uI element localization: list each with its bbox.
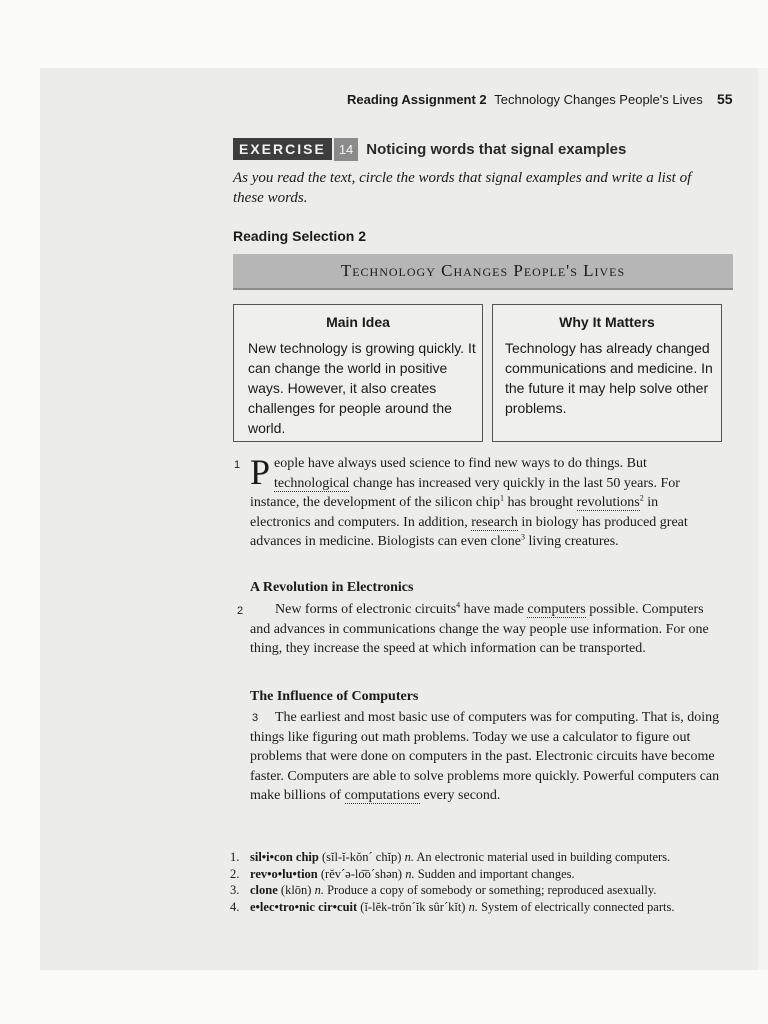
vocab-technological: technological	[274, 475, 350, 491]
p2-text: possible. Computers and advances in communications change the way people use information. For one thing, they increase the speed at which information can be transported.	[250, 602, 709, 656]
footnote-pronunciation: (ĭ-lĕk-trŏn´ĭk sûr´kĭt)	[357, 899, 469, 914]
paragraph-1	[250, 454, 720, 552]
vocab-computations: computations	[344, 788, 420, 803]
why-it-matters-box	[492, 304, 722, 442]
chapter-title: Technology Changes People's Lives	[494, 92, 703, 107]
p2-text: have made	[460, 602, 528, 617]
selection-title: Technology Changes People's Lives	[340, 261, 626, 280]
footnote-ref: 1	[499, 493, 504, 503]
heading-electronics: A Revolution in Electronics	[250, 580, 414, 595]
footnote-definition: An electronic material used in building computers.	[413, 850, 671, 864]
paragraph-3	[250, 708, 720, 806]
footnote-number: 1.	[230, 850, 240, 864]
exercise-instructions: As you read the text, circle the words that signal examples and write a list of these words.	[233, 170, 692, 206]
vocab-revolutions: revolutions	[576, 495, 640, 510]
selection-label: Reading Selection 2	[233, 228, 367, 244]
p1-text: change has increased very quickly in the last 50 years. For instance, the development of the silicon chip	[250, 475, 680, 510]
p1-text: in biology has produced great advances in medicine. Biologists can even clone	[250, 514, 688, 549]
p2-text: New forms of electronic circuits	[275, 602, 457, 617]
footnote-definition: Sudden and important changes.	[414, 866, 575, 881]
paragraph-number-1: 1	[234, 459, 241, 471]
scan-margin-bottom	[0, 970, 768, 1024]
footnotes	[230, 849, 740, 915]
paragraph-2	[250, 600, 720, 659]
footnote-headword: e•lec•tro•nic cir•cuit	[250, 899, 358, 914]
exercise-number: 14	[334, 138, 358, 161]
p1-text: eople have always used science to find new ways to do things. But	[274, 456, 647, 471]
scan-margin-top	[0, 0, 768, 68]
footnote-item	[230, 899, 740, 916]
exercise-header	[233, 137, 626, 161]
paragraph-number-2: 2	[237, 605, 244, 617]
footnote-headword: clone	[250, 883, 278, 897]
footnote-headword: rev•o•lu•tion	[250, 866, 318, 881]
p3-text: every second.	[419, 788, 501, 803]
footnote-ref: 4	[456, 600, 461, 610]
why-it-matters-heading: Why It Matters	[559, 314, 655, 330]
footnote-ref: 3	[520, 532, 525, 542]
exercise-label: EXERCISE	[233, 138, 332, 160]
main-idea-heading: Main Idea	[326, 314, 390, 330]
footnote-number: 4.	[230, 899, 240, 914]
exercise-title: Noticing words that signal examples	[366, 140, 627, 158]
p1-text: in electronics and computers. In addition,	[250, 495, 659, 530]
running-head	[347, 91, 733, 107]
p3-text: The earliest and most basic use of computers was for computing. That is, doing things like figuring out math problems. Today we use a calculator to figure out problems that were done on computers in the past. Electronic circuits have become faster. Computers are able to solve problems more quickly. Powerful computers can make billions of	[250, 710, 720, 803]
footnote-number: 2.	[230, 866, 240, 881]
footnote-definition: Produce a copy of somebody or something; reproduced asexually.	[323, 883, 657, 897]
footnote-ref: 2	[639, 493, 644, 503]
footnote-part-of-speech: n.	[404, 850, 414, 864]
footnote-definition: System of electrically connected parts.	[477, 899, 675, 914]
p1-text: living creatures.	[524, 534, 619, 549]
page-number: 55	[717, 91, 733, 107]
selection-title-banner	[233, 254, 733, 290]
scan-margin-left	[0, 0, 40, 1024]
footnote-part-of-speech: n.	[468, 899, 478, 914]
paragraph-number-3: 3	[252, 712, 259, 724]
vocab-computers: computers	[527, 602, 586, 617]
footnote-pronunciation: (sĭl-ĭ-kŏn´ chĭp)	[318, 850, 405, 864]
footnote-headword: sil•i•con chip	[250, 850, 319, 864]
footnote-item	[230, 849, 740, 866]
footnote-item	[230, 882, 740, 899]
footnote-pronunciation: (klōn)	[277, 883, 315, 897]
assignment-label: Reading Assignment 2	[347, 92, 487, 107]
footnote-number: 3.	[230, 883, 240, 897]
p1-text: has brought	[503, 495, 577, 510]
why-it-matters-text: Technology has already changed communications and medicine. In the future it may help solve other problems.	[505, 340, 713, 416]
footnote-pronunciation: (rĕv´ə-lo͞o´shən)	[317, 866, 406, 881]
footnote-part-of-speech: n.	[405, 866, 415, 881]
footnote-part-of-speech: n.	[314, 883, 324, 897]
heading-computers: The Influence of Computers	[250, 689, 419, 704]
footnote-item	[230, 866, 740, 883]
main-idea-box	[233, 304, 483, 442]
vocab-research: research	[471, 514, 518, 530]
main-idea-text: New technology is growing quickly. It can change the world in positive ways. However, it also creates challenges for people around the world.	[248, 340, 476, 436]
drop-cap: P	[250, 452, 271, 492]
